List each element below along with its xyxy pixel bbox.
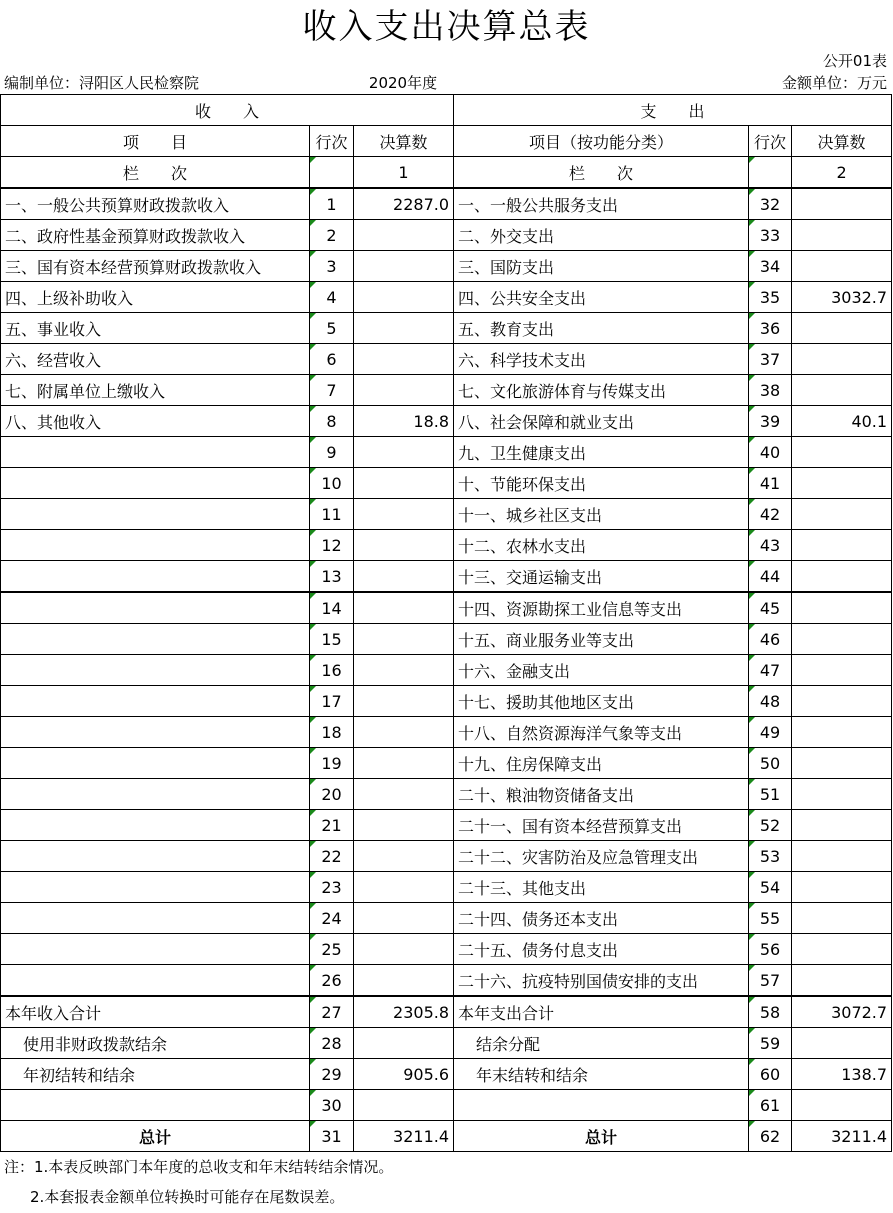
expense-lanci: 栏 次 bbox=[454, 157, 749, 189]
expense-item: 九、卫生健康支出 bbox=[454, 437, 749, 468]
report-year: 2020年度 bbox=[368, 74, 438, 92]
income-item: 七、附属单位上缴收入 bbox=[1, 375, 310, 406]
table-row bbox=[1, 841, 892, 872]
income-amount bbox=[354, 748, 454, 779]
income-item bbox=[1, 965, 310, 997]
expense-item: 二十四、债务还本支出 bbox=[454, 903, 749, 934]
income-item bbox=[1, 841, 310, 872]
income-row-no: 24 bbox=[310, 903, 354, 934]
income-row-no: 18 bbox=[310, 717, 354, 748]
income-amount bbox=[354, 965, 454, 997]
expense-item: 十、节能环保支出 bbox=[454, 468, 749, 499]
income-rowno-header: 行次 bbox=[310, 126, 354, 157]
expense-row-no: 62 bbox=[749, 1121, 792, 1152]
expense-item: 五、教育支出 bbox=[454, 313, 749, 344]
income-item bbox=[1, 1090, 310, 1121]
expense-amount bbox=[792, 903, 892, 934]
income-row-no: 1 bbox=[310, 188, 354, 220]
expense-amount bbox=[792, 1028, 892, 1059]
income-item: 四、上级补助收入 bbox=[1, 282, 310, 313]
table-row bbox=[1, 220, 892, 251]
expense-amount bbox=[792, 810, 892, 841]
expense-row-no: 50 bbox=[749, 748, 792, 779]
table-row bbox=[1, 592, 892, 624]
income-item: 使用非财政拨款结余 bbox=[1, 1028, 310, 1059]
income-amount: 2305.8 bbox=[354, 996, 454, 1028]
income-item bbox=[1, 872, 310, 903]
income-amount bbox=[354, 375, 454, 406]
income-row-no: 28 bbox=[310, 1028, 354, 1059]
income-item: 本年收入合计 bbox=[1, 996, 310, 1028]
income-amount bbox=[354, 655, 454, 686]
income-amount: 18.8 bbox=[354, 406, 454, 437]
expense-item: 本年支出合计 bbox=[454, 996, 749, 1028]
income-row-no: 11 bbox=[310, 499, 354, 530]
income-amount bbox=[354, 251, 454, 282]
income-amount bbox=[354, 468, 454, 499]
income-lanci: 栏 次 bbox=[1, 157, 310, 189]
income-row-no: 5 bbox=[310, 313, 354, 344]
expense-item: 总计 bbox=[454, 1121, 749, 1152]
income-amount bbox=[354, 624, 454, 655]
income-row-no: 30 bbox=[310, 1090, 354, 1121]
expense-item: 八、社会保障和就业支出 bbox=[454, 406, 749, 437]
table-row bbox=[1, 717, 892, 748]
income-item: 三、国有资本经营预算财政拨款收入 bbox=[1, 251, 310, 282]
expense-row-no: 46 bbox=[749, 624, 792, 655]
expense-row-no: 59 bbox=[749, 1028, 792, 1059]
expense-row-no: 55 bbox=[749, 903, 792, 934]
income-row-no: 25 bbox=[310, 934, 354, 965]
income-amount bbox=[354, 1090, 454, 1121]
expense-row-no: 56 bbox=[749, 934, 792, 965]
expense-item: 二十三、其他支出 bbox=[454, 872, 749, 903]
expense-item: 十六、金融支出 bbox=[454, 655, 749, 686]
income-item bbox=[1, 748, 310, 779]
expense-header: 支 出 bbox=[454, 95, 892, 126]
income-amount bbox=[354, 499, 454, 530]
income-item bbox=[1, 592, 310, 624]
expense-row-no: 34 bbox=[749, 251, 792, 282]
table-row bbox=[1, 406, 892, 437]
income-amount bbox=[354, 530, 454, 561]
expense-item: 十八、自然资源海洋气象等支出 bbox=[454, 717, 749, 748]
table-row bbox=[1, 779, 892, 810]
expense-amount bbox=[792, 717, 892, 748]
expense-item: 十四、资源勘探工业信息等支出 bbox=[454, 592, 749, 624]
income-row-no: 13 bbox=[310, 561, 354, 593]
expense-row-no: 49 bbox=[749, 717, 792, 748]
income-amount bbox=[354, 903, 454, 934]
expense-amount bbox=[792, 437, 892, 468]
expense-amount bbox=[792, 251, 892, 282]
income-item: 年初结转和结余 bbox=[1, 1059, 310, 1090]
expense-amount bbox=[792, 375, 892, 406]
expense-amount bbox=[792, 779, 892, 810]
expense-amount bbox=[792, 965, 892, 997]
page-title: 收入支出决算总表 bbox=[302, 7, 591, 47]
expense-amount bbox=[792, 188, 892, 220]
income-row-no: 15 bbox=[310, 624, 354, 655]
note-2: 2.本套报表金额单位转换时可能存在尾数误差。 bbox=[30, 1188, 345, 1206]
table-row bbox=[1, 251, 892, 282]
income-amount bbox=[354, 686, 454, 717]
income-row-no: 16 bbox=[310, 655, 354, 686]
income-item bbox=[1, 810, 310, 841]
expense-row-no: 41 bbox=[749, 468, 792, 499]
form-code: 公开01表 bbox=[822, 52, 887, 70]
expense-amount bbox=[792, 686, 892, 717]
income-row-no: 26 bbox=[310, 965, 354, 997]
expense-amount bbox=[792, 499, 892, 530]
income-row-no: 10 bbox=[310, 468, 354, 499]
expense-amount bbox=[792, 561, 892, 593]
income-amount: 3211.4 bbox=[354, 1121, 454, 1152]
compiling-unit: 编制单位：浔阳区人民检察院 bbox=[4, 74, 200, 92]
expense-amount: 3211.4 bbox=[792, 1121, 892, 1152]
income-item bbox=[1, 655, 310, 686]
table-row bbox=[1, 686, 892, 717]
expense-row-no: 42 bbox=[749, 499, 792, 530]
expense-row-no: 36 bbox=[749, 313, 792, 344]
table-row bbox=[1, 499, 892, 530]
income-row-no: 27 bbox=[310, 996, 354, 1028]
table-row bbox=[1, 437, 892, 468]
expense-row-no: 32 bbox=[749, 188, 792, 220]
expense-row-no: 54 bbox=[749, 872, 792, 903]
header-row-lanci bbox=[1, 157, 892, 189]
income-amount bbox=[354, 344, 454, 375]
income-item bbox=[1, 437, 310, 468]
income-amount bbox=[354, 841, 454, 872]
expense-row-no: 40 bbox=[749, 437, 792, 468]
income-amount bbox=[354, 717, 454, 748]
income-amount bbox=[354, 282, 454, 313]
income-row-no: 2 bbox=[310, 220, 354, 251]
expense-row-no: 38 bbox=[749, 375, 792, 406]
expense-amount bbox=[792, 655, 892, 686]
expense-amount bbox=[792, 344, 892, 375]
expense-item: 二十五、债务付息支出 bbox=[454, 934, 749, 965]
expense-amount bbox=[792, 748, 892, 779]
income-item: 一、一般公共预算财政拨款收入 bbox=[1, 188, 310, 220]
table-row bbox=[1, 1121, 892, 1152]
income-row-no: 21 bbox=[310, 810, 354, 841]
income-item bbox=[1, 624, 310, 655]
expense-row-no: 61 bbox=[749, 1090, 792, 1121]
income-row-no: 8 bbox=[310, 406, 354, 437]
table-row bbox=[1, 188, 892, 220]
table-row bbox=[1, 996, 892, 1028]
income-amount bbox=[354, 437, 454, 468]
expense-item: 十七、援助其他地区支出 bbox=[454, 686, 749, 717]
expense-amount: 40.1 bbox=[792, 406, 892, 437]
table-row bbox=[1, 344, 892, 375]
table-row bbox=[1, 934, 892, 965]
expense-amount bbox=[792, 1090, 892, 1121]
expense-row-no: 53 bbox=[749, 841, 792, 872]
table-row bbox=[1, 748, 892, 779]
expense-row-no: 44 bbox=[749, 561, 792, 593]
income-lanci-rowno bbox=[310, 157, 354, 189]
expense-item: 三、国防支出 bbox=[454, 251, 749, 282]
income-item bbox=[1, 686, 310, 717]
income-row-no: 4 bbox=[310, 282, 354, 313]
table-row bbox=[1, 1059, 892, 1090]
income-header: 收 入 bbox=[1, 95, 454, 126]
expense-amount: 138.7 bbox=[792, 1059, 892, 1090]
expense-row-no: 57 bbox=[749, 965, 792, 997]
expense-item: 一、一般公共服务支出 bbox=[454, 188, 749, 220]
expense-row-no: 39 bbox=[749, 406, 792, 437]
expense-rowno-header: 行次 bbox=[749, 126, 792, 157]
income-item bbox=[1, 499, 310, 530]
expense-amount-header: 决算数 bbox=[792, 126, 892, 157]
table-row bbox=[1, 375, 892, 406]
income-amount bbox=[354, 1028, 454, 1059]
income-row-no: 12 bbox=[310, 530, 354, 561]
income-amount bbox=[354, 313, 454, 344]
income-amount bbox=[354, 872, 454, 903]
expense-row-no: 45 bbox=[749, 592, 792, 624]
expense-item: 四、公共安全支出 bbox=[454, 282, 749, 313]
note-1: 注：1.本表反映部门本年度的总收支和年末结转结余情况。 bbox=[4, 1158, 394, 1176]
income-row-no: 31 bbox=[310, 1121, 354, 1152]
income-amount: 2287.0 bbox=[354, 188, 454, 220]
expense-amount: 3032.7 bbox=[792, 282, 892, 313]
expense-amount bbox=[792, 934, 892, 965]
table-row bbox=[1, 530, 892, 561]
income-item: 八、其他收入 bbox=[1, 406, 310, 437]
income-item: 五、事业收入 bbox=[1, 313, 310, 344]
income-row-no: 7 bbox=[310, 375, 354, 406]
expense-amount bbox=[792, 468, 892, 499]
expense-item: 六、科学技术支出 bbox=[454, 344, 749, 375]
table-row bbox=[1, 468, 892, 499]
expense-item: 十九、住房保障支出 bbox=[454, 748, 749, 779]
header-row-columns bbox=[1, 126, 892, 157]
income-item: 总计 bbox=[1, 1121, 310, 1152]
expense-col-number: 2 bbox=[792, 157, 892, 189]
income-row-no: 9 bbox=[310, 437, 354, 468]
table-row bbox=[1, 624, 892, 655]
table-row bbox=[1, 810, 892, 841]
header-row-sections bbox=[1, 95, 892, 126]
expense-item: 二、外交支出 bbox=[454, 220, 749, 251]
income-item: 二、政府性基金预算财政拨款收入 bbox=[1, 220, 310, 251]
expense-row-no: 60 bbox=[749, 1059, 792, 1090]
income-amount bbox=[354, 592, 454, 624]
expense-amount bbox=[792, 872, 892, 903]
income-row-no: 23 bbox=[310, 872, 354, 903]
income-item bbox=[1, 561, 310, 593]
income-item bbox=[1, 779, 310, 810]
table-row bbox=[1, 965, 892, 997]
table-row bbox=[1, 872, 892, 903]
table-row bbox=[1, 1028, 892, 1059]
expense-amount bbox=[792, 530, 892, 561]
expense-amount bbox=[792, 313, 892, 344]
expense-row-no: 35 bbox=[749, 282, 792, 313]
income-item bbox=[1, 934, 310, 965]
expense-item: 七、文化旅游体育与传媒支出 bbox=[454, 375, 749, 406]
table-row bbox=[1, 561, 892, 593]
income-item bbox=[1, 530, 310, 561]
table-row bbox=[1, 282, 892, 313]
expense-row-no: 51 bbox=[749, 779, 792, 810]
income-row-no: 29 bbox=[310, 1059, 354, 1090]
expense-amount bbox=[792, 220, 892, 251]
expense-item: 十一、城乡社区支出 bbox=[454, 499, 749, 530]
income-row-no: 17 bbox=[310, 686, 354, 717]
table-row bbox=[1, 1090, 892, 1121]
income-expense-table bbox=[0, 94, 892, 1152]
income-row-no: 14 bbox=[310, 592, 354, 624]
expense-item: 十三、交通运输支出 bbox=[454, 561, 749, 593]
expense-row-no: 47 bbox=[749, 655, 792, 686]
expense-row-no: 33 bbox=[749, 220, 792, 251]
income-item bbox=[1, 717, 310, 748]
expense-item: 十五、商业服务业等支出 bbox=[454, 624, 749, 655]
expense-row-no: 43 bbox=[749, 530, 792, 561]
expense-item: 二十、粮油物资储备支出 bbox=[454, 779, 749, 810]
income-amount bbox=[354, 561, 454, 593]
expense-row-no: 37 bbox=[749, 344, 792, 375]
money-unit: 金额单位：万元 bbox=[781, 74, 887, 92]
expense-item bbox=[454, 1090, 749, 1121]
expense-item: 二十六、抗疫特别国债安排的支出 bbox=[454, 965, 749, 997]
income-item bbox=[1, 468, 310, 499]
income-row-no: 20 bbox=[310, 779, 354, 810]
expense-item: 十二、农林水支出 bbox=[454, 530, 749, 561]
income-amount-header: 决算数 bbox=[354, 126, 454, 157]
expense-row-no: 48 bbox=[749, 686, 792, 717]
table-row bbox=[1, 313, 892, 344]
expense-amount bbox=[792, 624, 892, 655]
income-item-header: 项 目 bbox=[1, 126, 310, 157]
income-item: 六、经营收入 bbox=[1, 344, 310, 375]
income-amount bbox=[354, 779, 454, 810]
income-col-number: 1 bbox=[354, 157, 454, 189]
table-row bbox=[1, 903, 892, 934]
expense-lanci-rowno bbox=[749, 157, 792, 189]
income-amount bbox=[354, 810, 454, 841]
income-amount: 905.6 bbox=[354, 1059, 454, 1090]
income-amount bbox=[354, 220, 454, 251]
income-row-no: 22 bbox=[310, 841, 354, 872]
expense-amount bbox=[792, 592, 892, 624]
expense-item: 结余分配 bbox=[454, 1028, 749, 1059]
table-row bbox=[1, 655, 892, 686]
expense-amount: 3072.7 bbox=[792, 996, 892, 1028]
income-row-no: 3 bbox=[310, 251, 354, 282]
expense-item: 二十一、国有资本经营预算支出 bbox=[454, 810, 749, 841]
income-amount bbox=[354, 934, 454, 965]
expense-row-no: 58 bbox=[749, 996, 792, 1028]
expense-item: 二十二、灾害防治及应急管理支出 bbox=[454, 841, 749, 872]
income-item bbox=[1, 903, 310, 934]
income-row-no: 6 bbox=[310, 344, 354, 375]
income-row-no: 19 bbox=[310, 748, 354, 779]
expense-item: 年末结转和结余 bbox=[454, 1059, 749, 1090]
expense-item-header: 项目（按功能分类） bbox=[454, 126, 749, 157]
expense-amount bbox=[792, 841, 892, 872]
expense-row-no: 52 bbox=[749, 810, 792, 841]
